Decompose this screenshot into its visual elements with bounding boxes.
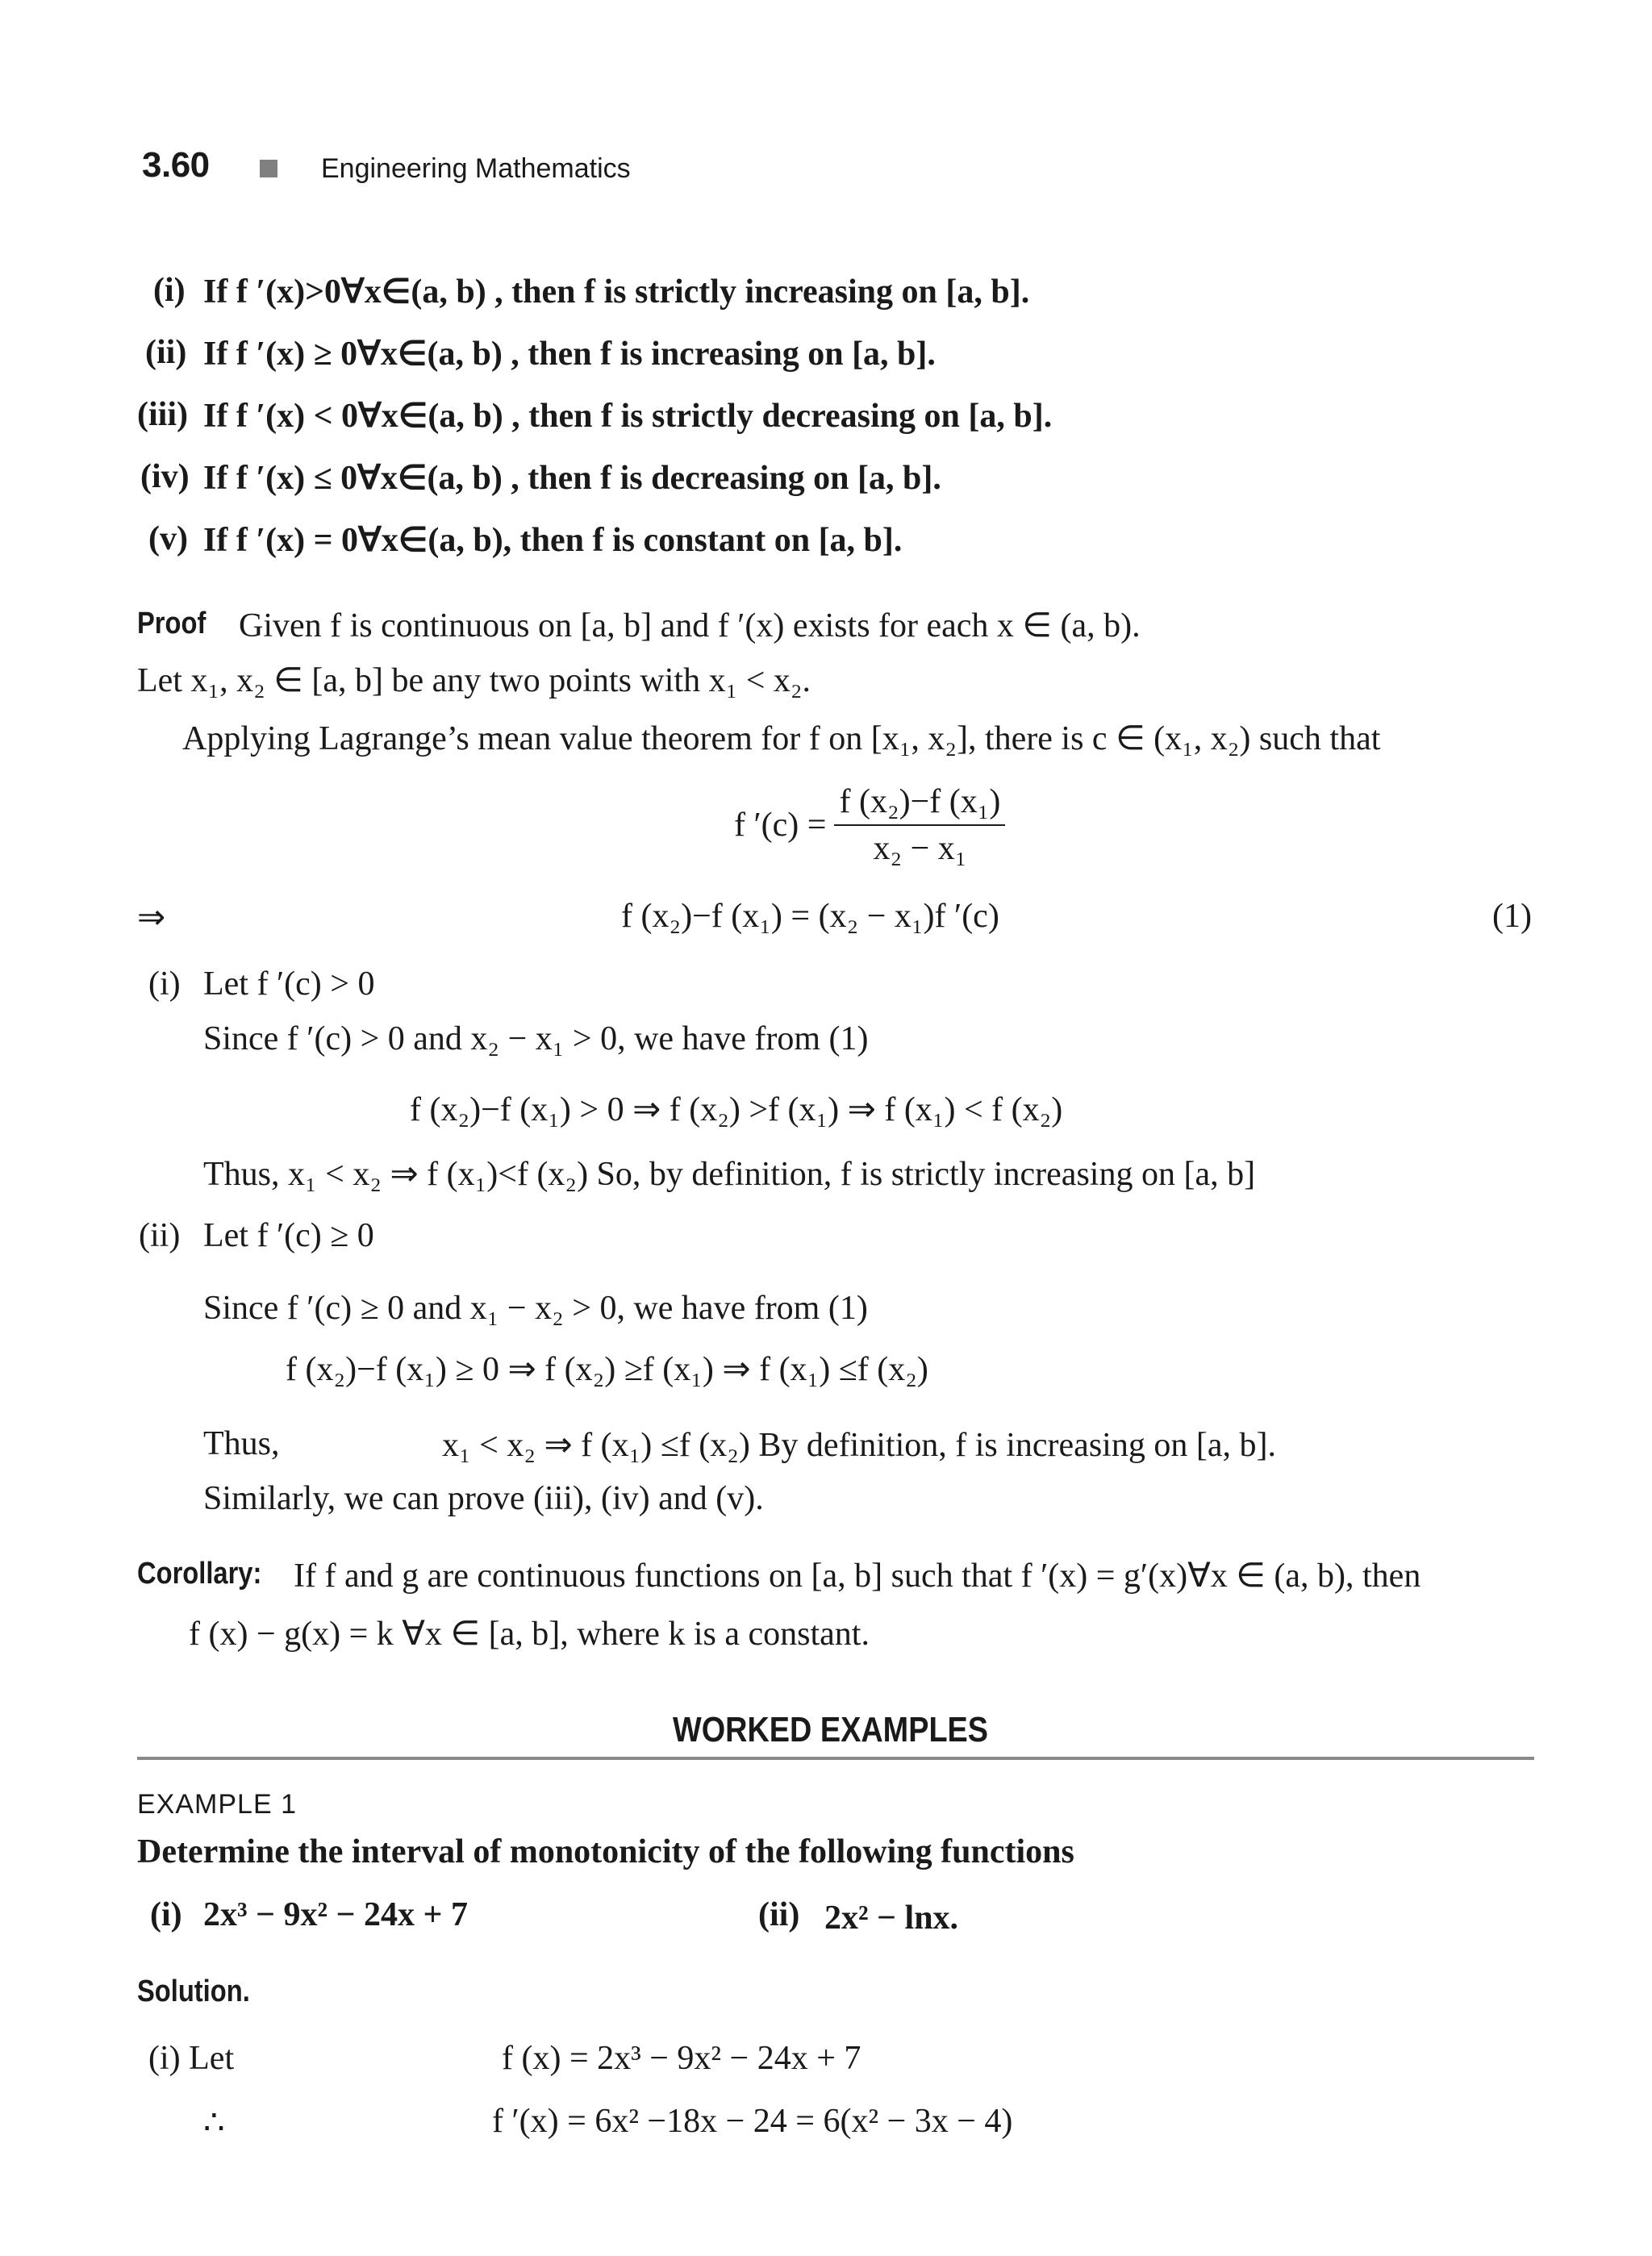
example-part-num: (ii) [758, 1896, 800, 1933]
theorem-item-num: (i) [153, 272, 186, 309]
book-title: Engineering Mathematics [321, 153, 631, 184]
page-number: 3.60 [142, 145, 210, 185]
theorem-item-text: If f ′(x) < 0∀x∈(a, b) , then f is strictly decreasing on [a, b]. [203, 398, 1053, 435]
solution-row-label: ∴ [203, 2104, 225, 2141]
mvt-fraction [834, 782, 1005, 868]
corollary-label: Corollary: [137, 1557, 262, 1591]
solution-row-label: (i) Let [148, 2040, 235, 2077]
example-label: EXAMPLE 1 [137, 1789, 297, 1820]
proof-line: Let x₁, x₂ ∈ [a, b] be any two points with x₁ < x₂. [137, 662, 811, 699]
worked-examples-heading: WORKED EXAMPLES [673, 1710, 989, 1749]
corollary-line: f (x) − g(x) = k ∀x ∈ [a, b], where k is a constant. [189, 1616, 870, 1653]
section-rule [137, 1757, 1534, 1760]
header-square-icon [260, 160, 277, 177]
theorem-item-text: If f ′(x) = 0∀x∈(a, b), then f is constant on [a, b]. [203, 522, 903, 559]
mvt-denominator: x₂ − x₁ [873, 830, 967, 867]
case-num: (i) [148, 965, 181, 1003]
case-equation: f (x₂)−f (x₁) ≥ 0 ⇒ f (x₂) ≥f (x₁) ⇒ f (x₁) ≤f (x₂) [286, 1351, 928, 1388]
example-question: Determine the interval of monotonicity of the following functions [137, 1833, 1074, 1870]
corollary-line: If f and g are continuous functions on [a, b] such that f ′(x) = g′(x)∀x ∈ (a, b), then [294, 1558, 1421, 1595]
case-num: (ii) [139, 1217, 181, 1254]
equation-tag: (1) [1492, 898, 1532, 935]
theorem-item-num: (iii) [137, 396, 188, 433]
case-let: Let f ′(c) > 0 [203, 965, 375, 1003]
mvt-equation [734, 782, 1005, 868]
theorem-item-num: (v) [148, 520, 188, 557]
theorem-item-text: If f ′(x)>0∀x∈(a, b) , then f is strictly increasing on [a, b]. [203, 273, 1030, 311]
case-let: Let f ′(c) ≥ 0 [203, 1217, 374, 1254]
solution-equation: f (x) = 2x³ − 9x² − 24x + 7 [502, 2040, 861, 2077]
mvt-numerator: f (x₂)−f (x₁) [834, 782, 1005, 826]
solution-equation: f ′(x) = 6x² −18x − 24 = 6(x² − 3x − 4) [492, 2103, 1013, 2140]
case-similarly: Similarly, we can prove (iii), (iv) and (v). [203, 1480, 764, 1517]
case-equation: f (x₂)−f (x₁) > 0 ⇒ f (x₂) >f (x₁) ⇒ f (x₁) < f (x₂) [410, 1091, 1063, 1128]
example-part-expression: 2x³ − 9x² − 24x + 7 [203, 1896, 468, 1933]
proof-line: Given f is continuous on [a, b] and f ′(x) exists for each x ∈ (a, b). [239, 607, 1141, 644]
equation-1: f (x₂)−f (x₁) = (x₂ − x₁)f ′(c) [621, 898, 999, 935]
case-thus: Thus, x₁ < x₂ ⇒ f (x₁)<f (x₂) So, by definition, f is strictly increasing on [a, b] [203, 1156, 1256, 1193]
solution-label: Solution. [137, 1975, 250, 2008]
example-part-num: (i) [150, 1896, 182, 1933]
proof-line: Applying Lagrange’s mean value theorem for f on [x₁, x₂], there is c ∈ (x₁, x₂) such that [182, 720, 1381, 757]
case-since: Since f ′(c) ≥ 0 and x₁ − x₂ > 0, we have from (1) [203, 1290, 868, 1327]
case-since: Since f ′(c) > 0 and x₂ − x₁ > 0, we have from (1) [203, 1020, 869, 1057]
theorem-item-text: If f ′(x) ≥ 0∀x∈(a, b) , then f is increasing on [a, b]. [203, 336, 936, 373]
theorem-item-num: (ii) [145, 334, 187, 371]
implies-symbol: ⇒ [137, 899, 166, 936]
theorem-item-text: If f ′(x) ≤ 0∀x∈(a, b) , then f is decreasing on [a, b]. [203, 460, 941, 497]
case-thus-label: Thus, [203, 1425, 280, 1462]
case-thus: x₁ < x₂ ⇒ f (x₁) ≤f (x₂) By definition, f is increasing on [a, b]. [442, 1427, 1276, 1464]
example-part-expression: 2x² − lnx. [824, 1899, 959, 1937]
mvt-lhs: f ′(c) = [734, 807, 827, 844]
theorem-item-num: (iv) [140, 458, 190, 495]
proof-label: Proof [137, 607, 206, 640]
